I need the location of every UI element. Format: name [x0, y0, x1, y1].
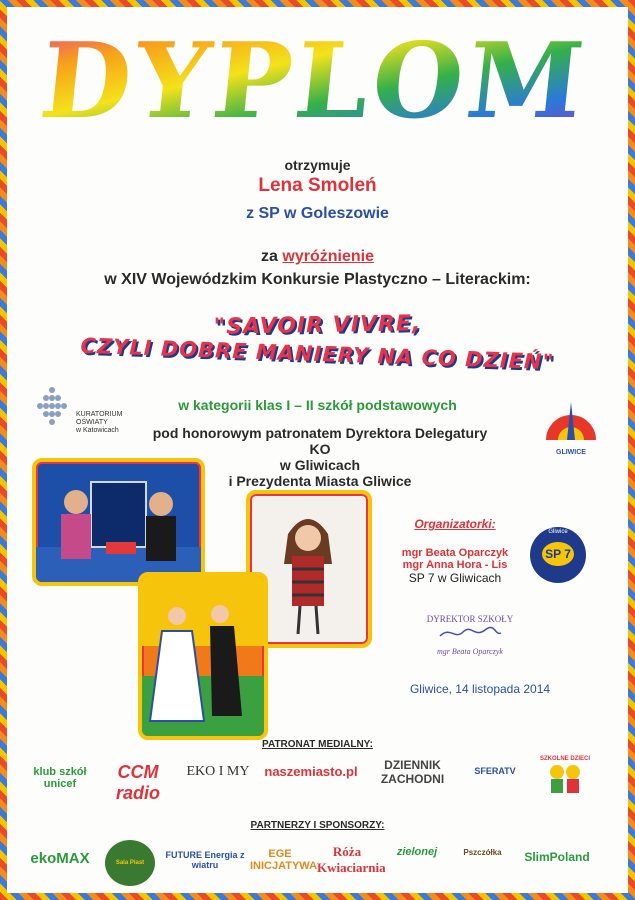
media-logo-ekoimy: EKO I MY: [186, 764, 250, 779]
recipient-school: z SP w Goleszowie: [246, 205, 389, 222]
award-prefix: za: [261, 248, 278, 265]
media-logo-naszemiasto: naszemiasto.pl: [264, 764, 358, 779]
media-heading: PATRONAT MEDIALNY:: [262, 739, 373, 750]
patronage-line3: i Prezydenta Miasta Gliwice: [228, 473, 412, 489]
sp7-badge: [530, 527, 586, 583]
diploma-title: [40, 22, 600, 142]
media-logo-dzieci-text: SZKOLNE DZIECI: [539, 756, 590, 762]
signature-icon: [435, 624, 505, 642]
gliwice-logo: [540, 400, 602, 456]
sp7-badge-label: SP 7: [542, 542, 574, 566]
category-line: w kategorii klas I – II szkół podstawowych: [178, 397, 457, 413]
sponsor-logo-slimpoland: SlimPoland: [524, 850, 590, 864]
director-stamp: [405, 614, 535, 656]
artwork-3: [138, 572, 268, 740]
receives-label: otrzymuje: [284, 157, 351, 173]
sponsor-logo-roza: Róża Kwiaciarnia: [317, 844, 386, 875]
gliwice-tower-icon: [540, 400, 602, 444]
media-logo-dzieci: [535, 756, 595, 800]
sponsors-heading: PARTNERZY I SPONSORZY:: [250, 820, 385, 831]
kuratorium-line2: OŚWIATY: [76, 419, 108, 426]
kuratorium-line1: KURATORIUM: [76, 411, 123, 418]
organizer-2: mgr Anna Hora - Lis: [402, 559, 508, 571]
sponsor-logo-ekomax: ekoMAX: [30, 850, 90, 867]
kuratorium-line3: w Katowicach: [76, 427, 119, 434]
organizer-school: SP 7 w Gliwicach: [408, 571, 502, 585]
media-logo-unicef: klub szkół unicef: [33, 766, 87, 790]
award-line: [0, 248, 635, 266]
contest-title-line2: CZYLI DOBRE MANIERY NA CO DZIEŃ": [80, 333, 555, 375]
sponsors-logos: [25, 838, 615, 888]
contest-line: w XIV Wojewódzkim Konkursie Plastyczno – Literackim:: [104, 271, 531, 288]
media-logo-ccm: CCM radio: [115, 762, 160, 803]
sponsor-logo-ege: EGE INICJATYWA: [250, 848, 318, 872]
patronage-line2: w Gliwicach: [279, 457, 361, 473]
sponsor-logo-piast: Sala Piast: [105, 840, 155, 886]
recipient-name: Lena Smoleń: [258, 175, 377, 196]
kids-icon: [545, 762, 585, 798]
media-logo-dziennik: DZIENNIK ZACHODNI: [380, 758, 445, 786]
artwork-1: [32, 458, 205, 586]
award-distinction: wyróżnienie: [282, 248, 374, 265]
stamp-line1: DYREKTOR SZKOŁY: [426, 614, 514, 624]
issue-date: Gliwice, 14 listopada 2014: [409, 682, 551, 696]
stamp-line2: mgr Beata Oparczyk: [437, 647, 503, 656]
sp7-badge-top: Gliwice: [548, 529, 568, 535]
contest-title-line1: "SAVOIR VIVRE,: [213, 311, 422, 340]
sponsor-logo-future: FUTURE Energia z wiatru: [165, 850, 245, 870]
media-logo-sferatv: SFERATV: [474, 766, 516, 776]
organizers-block: [380, 517, 530, 585]
media-logos: [25, 756, 615, 806]
organizer-1: mgr Beata Oparczyk: [401, 547, 509, 559]
sponsor-logo-pszczolka: Pszczółka: [463, 848, 502, 857]
organizers-heading: Organizatorki:: [414, 517, 496, 531]
gliwice-label: GLIWICE: [556, 449, 586, 456]
sponsor-logo-zielonej: zielonej: [396, 846, 438, 858]
patronage-line1: pod honorowym patronatem Dyrektora Delegatury KO: [152, 425, 488, 457]
svg-text:DYPLOM: DYPLOM: [40, 22, 593, 142]
